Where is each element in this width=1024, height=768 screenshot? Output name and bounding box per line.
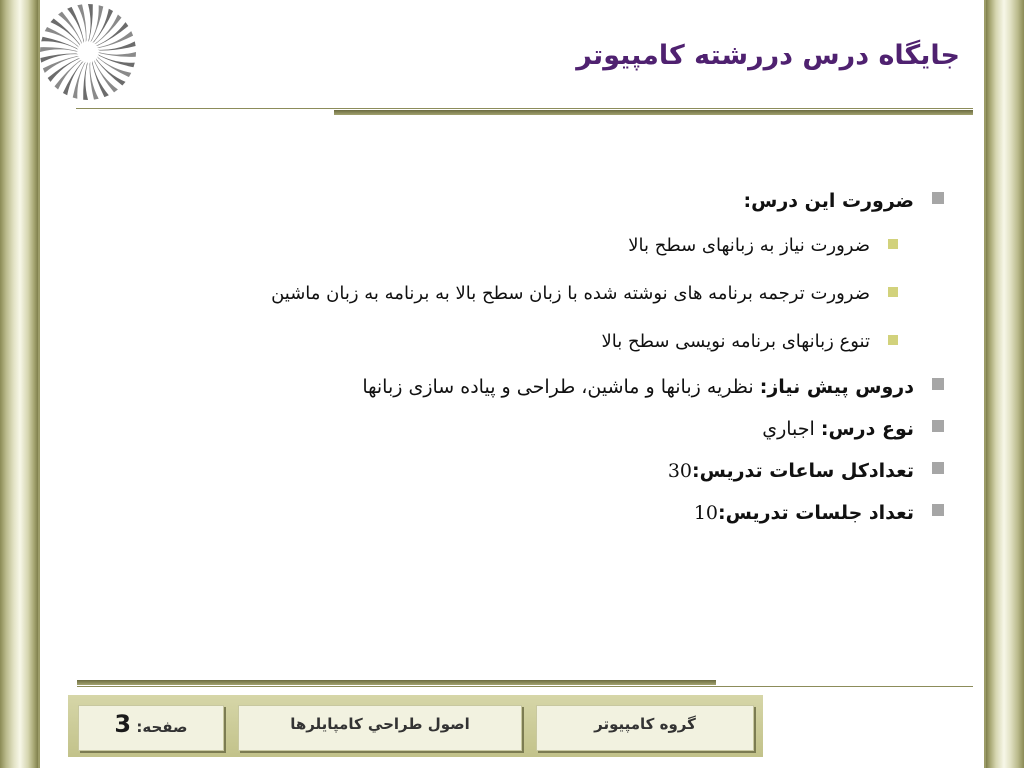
list-item-text: تنوع زبانهای برنامه نویسی سطح بالا [601, 331, 870, 352]
list-item [118, 492, 938, 534]
square-bullet-icon [888, 239, 898, 249]
list-item [118, 180, 938, 222]
list-item-text: 30 [667, 460, 692, 482]
list-item-text: 10 [693, 502, 719, 524]
footer-course-label: اصول طراحي کامپايلرها [290, 715, 470, 733]
right-pillar-decoration [986, 0, 1024, 768]
square-bullet-icon [932, 504, 944, 516]
list-item-text: ضرورت نیاز به زبانهای سطح بالا [628, 235, 870, 256]
footer-page-label: صفحه: [136, 718, 188, 736]
content-list [118, 180, 938, 534]
footer-page-box [78, 705, 224, 751]
list-item [118, 408, 938, 450]
logo-center [79, 43, 97, 61]
right-pillar-edge [984, 0, 986, 768]
list-item-label: دروس پیش نیاز: [759, 376, 914, 398]
left-pillar-decoration [0, 0, 38, 768]
list-item-label: تعدادکل ساعات تدریس: [692, 460, 914, 482]
square-bullet-icon [888, 335, 898, 345]
footer-group-box [536, 705, 754, 751]
footer-course-box [238, 705, 522, 751]
footer-group-label: گروه کامپيوتر [594, 715, 696, 733]
list-item-label: نوع درس: [820, 418, 914, 440]
list-item [118, 450, 938, 492]
footer-page-number: 3 [114, 710, 132, 738]
square-bullet-icon [888, 287, 898, 297]
footer-divider-thin [77, 686, 973, 687]
list-item-text: ضرورت ترجمه برنامه های نوشته شده با زبان سطح بالا به برنامه به زبان ماشین [271, 283, 870, 304]
starburst-logo-icon [36, 2, 140, 106]
list-item-text: نظریه زبانها و ماشین، طراحی و پیاده سازی زبانها [362, 376, 760, 398]
list-item [118, 270, 894, 318]
title-divider-thin [76, 108, 973, 109]
list-item [118, 366, 938, 408]
left-pillar-edge [38, 0, 40, 768]
list-item-text: اجباري [762, 418, 821, 440]
square-bullet-icon [932, 462, 944, 474]
slide-title: جایگاه درس دررشته کامپیوتر [576, 40, 960, 71]
logo-ray [40, 47, 78, 52]
footer-divider-thick [77, 680, 716, 685]
square-bullet-icon [932, 378, 944, 390]
logo-ray [88, 4, 93, 42]
logo-ray [98, 52, 136, 57]
logo-ray [83, 62, 88, 100]
footer-bar [68, 695, 763, 757]
square-bullet-icon [932, 420, 944, 432]
list-item-label: ضرورت این درس: [743, 190, 914, 212]
list-item [118, 318, 894, 366]
list-item-label: تعداد جلسات تدریس: [718, 502, 914, 524]
square-bullet-icon [932, 192, 944, 204]
title-divider-thick [334, 110, 973, 115]
list-item [118, 222, 894, 270]
